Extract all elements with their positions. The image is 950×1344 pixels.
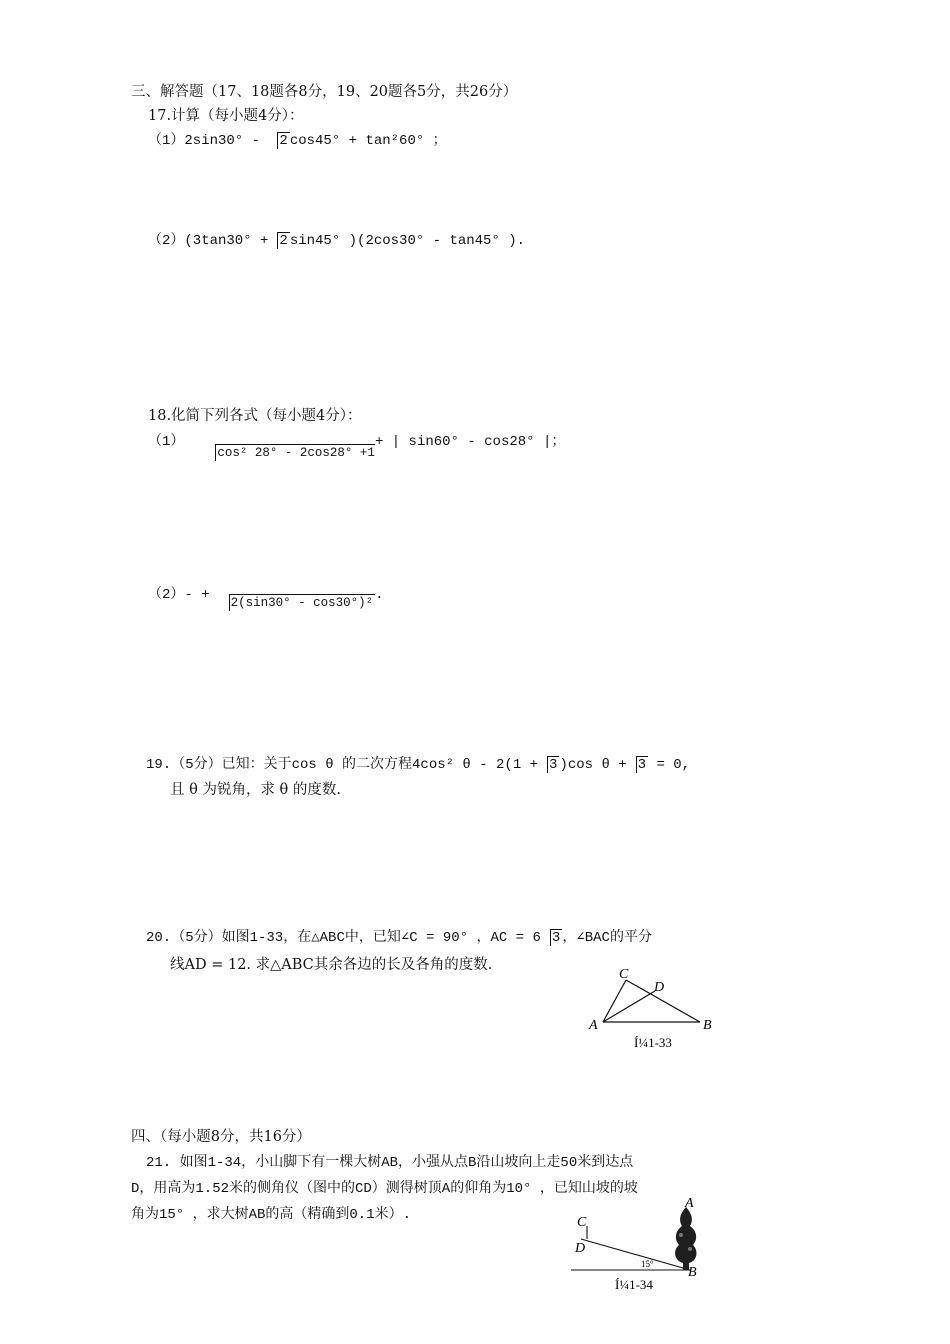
sqrt-symbol [220, 593, 376, 613]
angle-label: 15° [641, 1259, 654, 1269]
tree-icon [675, 1207, 696, 1270]
q19-line1-part-b: )cos θ + [559, 757, 627, 773]
q17-title: 17.计算（每小题4分）： [148, 108, 304, 124]
sqrt-symbol [206, 443, 375, 463]
section-4-heading: 四、（每小题8分，共16分） [131, 1129, 311, 1145]
label-a: A [685, 1196, 694, 1211]
label-c: C [577, 1215, 587, 1230]
q17-part1-prefix: （1）2sin30° - [148, 133, 269, 149]
q18-part1 [148, 432, 566, 460]
q19-line1-part-c: = 0, [648, 757, 691, 773]
q17-part1-suffix: cos45° + tan²60° ； [289, 133, 447, 149]
figure-1-34-caption: Í¼1-34 [615, 1277, 653, 1292]
q18-part2-suffix: . [375, 587, 384, 603]
label-c: C [619, 967, 629, 982]
label-b: B [703, 1018, 712, 1033]
section-3-heading: 三、解答题（17、18题各8分，19、20题各5分，共26分） [131, 84, 518, 100]
q17-part2-prefix: （2）(3tan30° + [148, 233, 269, 249]
q18-part1-prefix: （1） [148, 434, 185, 450]
q18-part1-suffix: + | sin60° - cos28° |； [374, 434, 566, 450]
q21-line2: D，用高为1.52米的侧角仪（图中的CD）测得树顶A的仰角为10° ，已知山坡的坡 [131, 1181, 638, 1197]
label-d: D [575, 1241, 586, 1256]
q18-part2-radicand: 2(sin30° - cos30°)² [230, 596, 374, 610]
segment-ad [603, 991, 655, 1022]
q18-title: 18.化简下列各式（每小题4分）： [148, 408, 362, 424]
q21-line3: 角为15° ，求大树AB的高（精确到0.1米）. [131, 1207, 412, 1223]
figure-1-33-caption: Í¼1-33 [634, 1035, 672, 1050]
sqrt-symbol [268, 231, 289, 251]
q19-radicand-1: 3 [549, 757, 558, 773]
label-a: A [589, 1018, 598, 1033]
label-d: D [654, 980, 665, 995]
slope-line [581, 1239, 690, 1270]
q20-radicand: 3 [551, 930, 561, 946]
q19-line2: 且 θ 为锐角，求 θ 的度数. [170, 782, 342, 798]
q18-part2 [148, 585, 384, 610]
sqrt-symbol [627, 755, 648, 775]
q17-part1-radicand: 2 [279, 133, 288, 149]
sqrt-symbol [268, 131, 289, 151]
q19-line1-part-a: 19.（5分）已知：关于cos θ 的二次方程4cos² θ - 2(1 + [146, 757, 539, 773]
q19-radicand-2: 3 [637, 757, 647, 773]
triangle-abc [603, 980, 700, 1022]
q20-line1 [146, 928, 652, 948]
figure-1-33 [580, 960, 730, 1055]
q20-line1-part-a: 20.（5分）如图1-33，在△ABC中，已知∠C = 90° ，AC = 6 [146, 930, 541, 946]
q17-part1 [148, 131, 447, 151]
q18-part2-prefix: （2）- + [148, 587, 210, 603]
q20-line2: 线AD = 12. 求△ABC其余各边的长及各角的度数. [170, 957, 493, 973]
q17-part2-radicand: 2 [279, 233, 288, 249]
figure-1-34 [565, 1195, 725, 1295]
q20-line1-part-b: ，∠BAC的平分 [562, 930, 652, 946]
q18-part1-radicand: cos² 28° - 2cos28° +1 [217, 446, 375, 460]
q19-line1 [146, 755, 690, 775]
sqrt-symbol [541, 928, 562, 948]
label-b: B [688, 1265, 697, 1280]
sqrt-symbol [538, 755, 559, 775]
q17-part2-suffix: sin45° )(2cos30° - tan45° ). [289, 233, 526, 249]
q17-part2 [148, 231, 525, 251]
q21-line1: 21. 如图1-34，小山脚下有一棵大树AB，小强从点B沿山坡向上走50米到达点 [146, 1155, 634, 1171]
